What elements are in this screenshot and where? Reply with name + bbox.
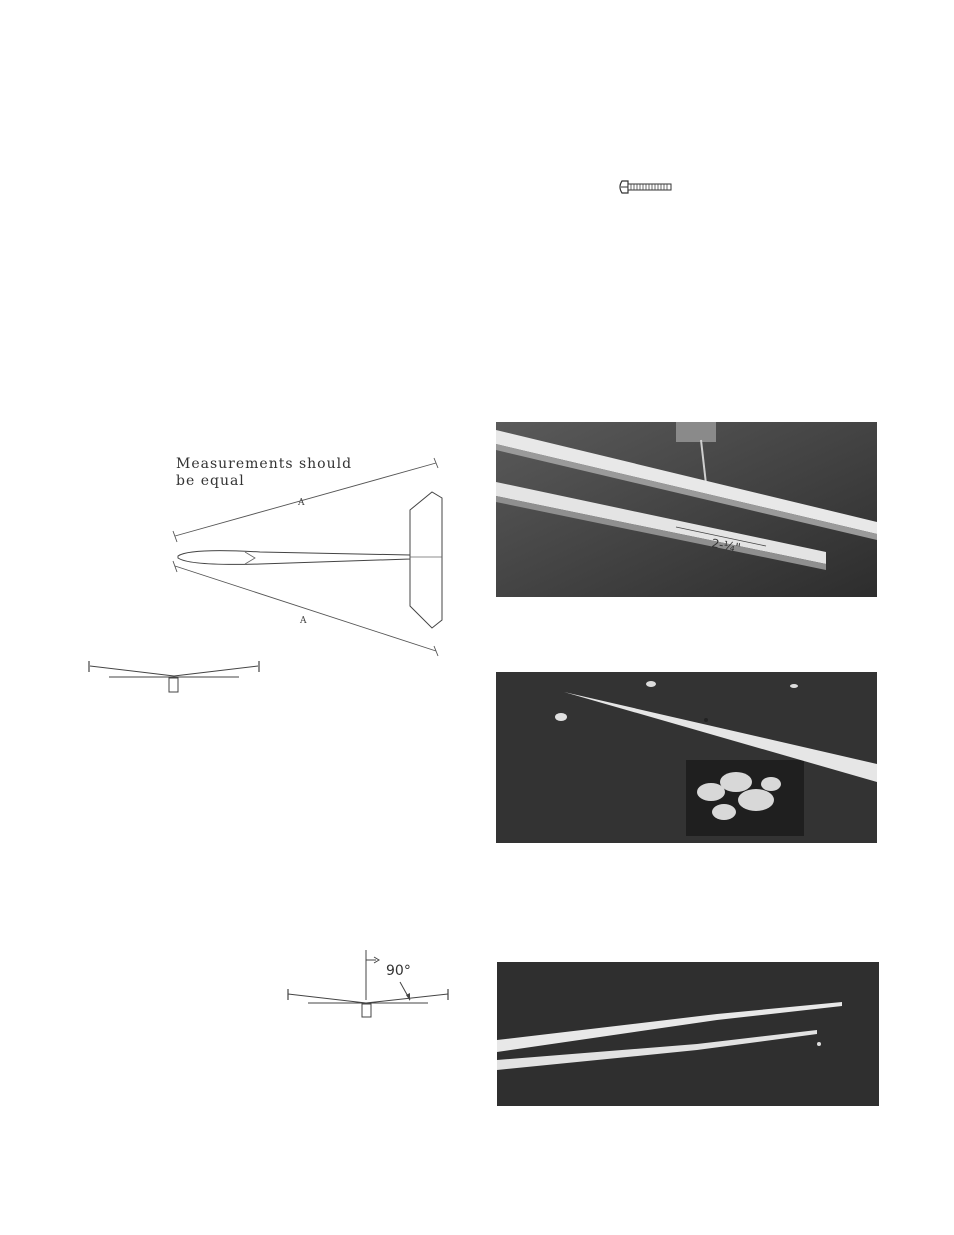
- photo-sanding: [496, 672, 877, 843]
- dim-label-top: A: [298, 498, 305, 508]
- photo-tapered-sticks: [497, 962, 879, 1106]
- caption-line1: Measurements should: [176, 456, 353, 472]
- caption-line2: be equal: [176, 473, 245, 489]
- stick-mark-label: 2-¼": [710, 536, 742, 556]
- front-view-diagram: [84, 658, 268, 698]
- screw-icon: [618, 178, 674, 196]
- dihedral-diagram: [282, 948, 454, 1022]
- angle-label: 90°: [386, 963, 411, 979]
- dim-label-bottom: A: [300, 616, 307, 626]
- photo-drilling: [496, 422, 877, 597]
